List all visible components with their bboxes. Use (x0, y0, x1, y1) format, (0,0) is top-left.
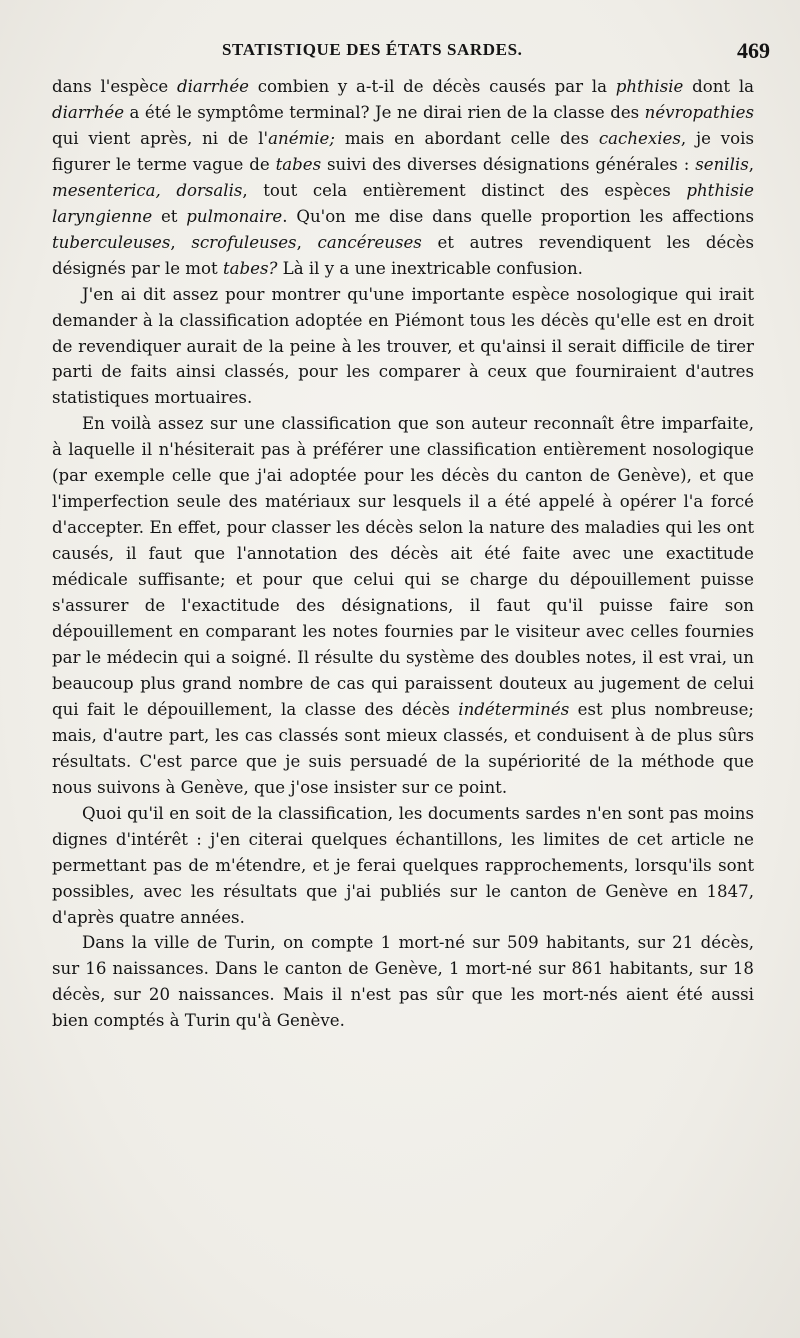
italic-term: scrofuleuses (191, 232, 297, 252)
text-run: mais en abordant celle des (334, 128, 599, 148)
paragraph (52, 282, 754, 412)
text-run: En voilà assez sur une classification que son auteur reconnaît être imparfaite, à laquelle il n'hésiterait pas à préférer une classification entièrement nosologique (par exemple celle que j'ai adoptée pour les décès du canton de Genève), et que l'imperfection seule des matériaux sur lesquels il a été appelé à opérer l'a forcé d'accepter. En effet, pour classer les décès selon la nature des maladies qui les ont causés, il faut que l'annotation des décès ait été faite avec une exactitude médicale suffisante; et pour que celui qui se charge du dépouillement puisse s'assurer de l'exactitude des désignations, il faut qu'il puisse faire son dépouillement en comparant les notes fournies par le visiteur avec celles fournies par le médecin qui a soigné. Il résulte du système des doubles notes, il est vrai, un beaucoup plus grand nombre de cas qui paraissent douteux au jugement de celui qui fait le dépouillement, la classe des décès (52, 414, 754, 719)
text-run: . Qu'on me dise dans quelle proportion les affections (282, 206, 754, 226)
text-run: , tout cela entièrement distinct des espèces (242, 180, 687, 200)
italic-term: indéterminés (458, 699, 570, 719)
paragraph (52, 74, 754, 282)
text-run: et autres revendiquent les décès désignés par le mot (52, 232, 754, 278)
italic-term: diarrhée (52, 102, 125, 122)
italic-term: anémie; (268, 128, 335, 148)
italic-term: tuberculeuses (52, 232, 171, 252)
text-run: est plus nombreuse; mais, d'autre part, les cas classés sont mieux classés, et conduisent à de plus sûrs résultats. C'est parce que je suis persuadé de la supériorité de la méthode que nous suivons à Genève, que j'ose insister sur ce point. (52, 699, 754, 797)
italic-term: senilis (695, 154, 749, 174)
text-run: Quoi qu'il en soit de la classification, les documents sardes n'en sont pas moins dignes d'intérêt : j'en citerai quelques échantillons, les limites de cet article ne permettant pas de m'étendre, et je ferai quelques rapprochements, lorsqu'ils sont possibles, avec les résultats que j'ai publiés sur le canton de Genève en 1847, d'après quatre années. (52, 803, 754, 927)
text-run: J'en ai dit assez pour montrer qu'une importante espèce nosologique qui irait demander à la classification adoptée en Piémont tous les décès qu'elle est en droit de revendiquer aurait de la peine à les trouver, et qu'ainsi il serait difficile de tirer parti de faits ainsi classés, pour les comparer à ceux que fourniraient d'autres statistiques mortuaires. (52, 284, 754, 408)
italic-term: pulmonaire (186, 206, 283, 226)
italic-term: diarrhée (176, 77, 249, 96)
italic-term: phthisie (615, 77, 684, 96)
running-title: STATISTIQUE DES ÉTATS SARDES. (222, 40, 523, 59)
text-run: Dans la ville de Turin, on compte 1 mort-né sur 509 habitants, sur 21 décès, sur 16 naissances. Dans le canton de Genève, 1 mort-né sur 861 habitants, sur 18 décès, sur 20 naissances. Mais il n'est pas sûr que les mort-nés aient été aussi bien comptés à Turin qu'à Genève. (52, 933, 754, 1031)
paragraph (52, 930, 754, 1034)
text-run: qui vient après, ni de l' (52, 128, 269, 148)
text-run: suivi des diverses désignations générales : (321, 154, 696, 174)
text-run: , (170, 232, 192, 252)
text-run: dans l'espèce (52, 77, 177, 96)
page-header (50, 38, 770, 68)
italic-term: tabes (275, 154, 322, 174)
italic-term: tabes? (222, 258, 278, 278)
page-number: 469 (737, 38, 770, 63)
italic-term: névropathies (644, 102, 754, 122)
italic-term: cachexies (598, 128, 681, 148)
text-run: , je vois figurer le terme vague de (52, 128, 754, 174)
paragraph (52, 801, 754, 931)
paragraph (52, 411, 754, 800)
italic-term: phthisie laryngienne (52, 180, 754, 226)
text-run: , (748, 154, 754, 174)
text-run: , (296, 232, 318, 252)
italic-term: mesenterica, dorsalis (52, 180, 243, 200)
text-run: et (152, 206, 187, 226)
text-run: Là il y a une inextricable confusion. (277, 258, 583, 278)
text-run: combien y a-t-il de décès causés par la (248, 77, 616, 96)
text-run: dont la (683, 77, 755, 96)
text-run: a été le symptôme terminal? Je ne dirai rien de la classe des (124, 102, 645, 122)
italic-term: cancéreuses (317, 232, 422, 252)
body-text (52, 74, 754, 1034)
